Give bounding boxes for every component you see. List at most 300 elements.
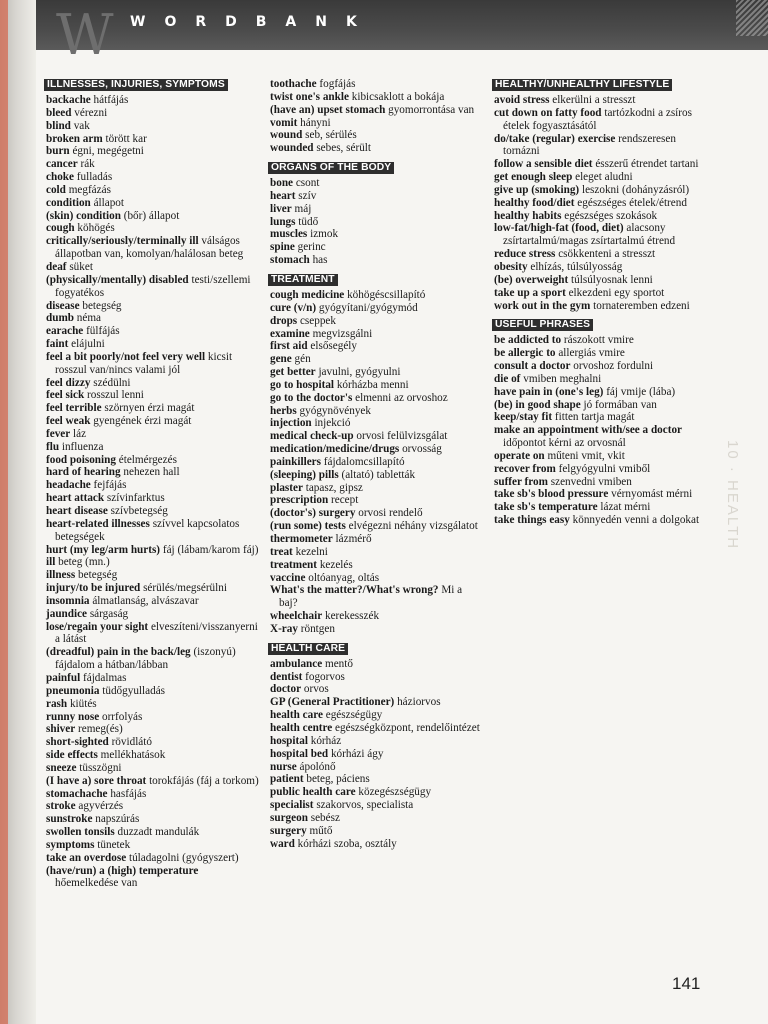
entry-translation: tüsszögni <box>79 761 122 774</box>
entry-term: surgeon <box>270 811 308 824</box>
entry-translation: elvégezni néhány vizsgálatot <box>348 520 478 533</box>
wordbank-entry <box>270 838 480 851</box>
entry-term: backache <box>46 94 91 106</box>
entry-term: sneeze <box>46 761 77 774</box>
entry-translation: könnyedén venni a dolgokat <box>572 514 700 527</box>
entry-term: feel dizzy <box>46 376 91 389</box>
column-2 <box>270 78 480 850</box>
wordbank-entry <box>270 405 480 418</box>
entry-term: critically/seriously/terminally ill <box>46 235 199 248</box>
entry-term: stomach <box>270 254 310 267</box>
entry-term: muscles <box>270 228 308 241</box>
entry-translation: ápolónő <box>299 760 336 773</box>
entry-term: short-sighted <box>46 736 109 749</box>
entry-translation: műteni vmit, vkit <box>547 449 625 462</box>
entry-translation: hátfájás <box>93 94 129 106</box>
entry-translation: megfázás <box>68 183 111 196</box>
entry-translation: szívvel kapcsolatos betegségek <box>55 517 240 543</box>
wordbank-section <box>494 318 708 527</box>
entry-translation: rendszeresen tornázni <box>503 132 676 158</box>
entry-term: shiver <box>46 723 76 736</box>
entry-term: stomachache <box>46 787 108 800</box>
entry-term: drops <box>270 314 298 327</box>
wordbank-entry <box>494 424 708 450</box>
entry-term: feel terrible <box>46 402 102 415</box>
page-number: 141 <box>672 974 701 993</box>
wordbank-entry <box>270 671 480 684</box>
wordbank-entry <box>270 254 480 267</box>
wordbank-entry <box>494 373 708 386</box>
wordbank-entry <box>494 476 708 489</box>
wordbank-entry <box>270 623 480 636</box>
entry-translation: tüdő <box>298 215 319 228</box>
wordbank-entry <box>270 392 480 405</box>
wordbank-entry <box>46 145 260 158</box>
wordbank-entry <box>270 104 480 117</box>
entry-term: public health care <box>270 786 356 799</box>
wordbank-entry <box>46 235 260 261</box>
entry-term: GP (General Practitioner) <box>270 696 395 709</box>
wordbank-entry <box>270 735 480 748</box>
wordbank-section <box>270 78 480 155</box>
entry-translation: izmok <box>310 228 339 241</box>
wordbank-entry <box>46 762 260 775</box>
wordbank-entry <box>46 852 260 865</box>
wordbank-entry <box>270 559 480 572</box>
entry-term: disease <box>46 299 80 312</box>
entry-term: deaf <box>46 260 67 273</box>
wordbank-entry <box>46 569 260 582</box>
entry-translation: szakorvos, specialista <box>316 799 414 812</box>
wordbank-entry <box>270 456 480 469</box>
wordbank-entry <box>46 813 260 826</box>
wordbank-entry <box>270 78 480 91</box>
entry-translation: (altató) tabletták <box>341 468 416 481</box>
wordbank-entry <box>46 261 260 274</box>
chapter-tab: 10 · HEALTH <box>724 440 741 551</box>
wordbank-entry <box>494 184 708 197</box>
entry-translation: szédülni <box>93 376 131 389</box>
entry-translation: orvosi rendelő <box>358 507 423 520</box>
wordbank-entry <box>46 865 260 891</box>
entry-term: medical check-up <box>270 430 354 443</box>
wordbank-entry <box>270 177 480 190</box>
wordbank-entry <box>270 761 480 774</box>
entry-translation: beteg, páciens <box>306 773 370 786</box>
banner-stripe-pattern <box>736 0 768 36</box>
entry-translation: hőemelkedése van <box>55 877 138 890</box>
wordbank-entry <box>46 107 260 120</box>
entry-term: reduce stress <box>494 248 556 261</box>
entry-term: vaccine <box>270 571 306 584</box>
entry-translation: tartózkodni a zsíros ételek fogyasztásától <box>503 106 692 132</box>
wordbank-entry <box>270 825 480 838</box>
entry-term: blind <box>46 119 71 132</box>
entry-term: consult a doctor <box>494 360 571 373</box>
entry-term: gene <box>270 353 292 366</box>
entry-term: obesity <box>494 260 528 273</box>
entry-translation: orvoshoz fordulni <box>573 360 654 373</box>
section-heading: HEALTH CARE <box>268 643 348 655</box>
wordbank-entry <box>494 222 708 248</box>
entry-term: heart attack <box>46 492 105 505</box>
entry-translation: agyvérzés <box>78 800 124 813</box>
entry-term: (have/run) a (high) temperature <box>46 864 199 877</box>
entry-term: bone <box>270 177 294 190</box>
entry-translation: fülfájás <box>86 325 120 338</box>
wordbank-entry <box>494 300 708 313</box>
entry-term: wounded <box>270 142 314 155</box>
wordbank-entry <box>270 443 480 456</box>
entry-term: (run some) tests <box>270 520 346 533</box>
wordbank-entry <box>46 723 260 736</box>
entry-term: keep/stay fit <box>494 411 553 424</box>
entry-term: operate on <box>494 449 545 462</box>
entry-translation: műtő <box>309 824 333 837</box>
entry-translation: süket <box>69 260 93 273</box>
wordbank-entry <box>494 197 708 210</box>
entry-term: flu <box>46 440 60 453</box>
entry-translation: mentő <box>325 657 353 670</box>
wordbank-entry <box>494 248 708 261</box>
entry-term: X-ray <box>270 622 298 635</box>
wordbank-entry <box>494 210 708 223</box>
entry-translation: egészséges szokások <box>564 209 658 222</box>
entry-term: side effects <box>46 749 98 762</box>
entry-term: patient <box>270 773 304 786</box>
entry-translation: lázmérő <box>335 533 372 545</box>
wordbank-entry <box>494 274 708 287</box>
entry-term: take up a sport <box>494 286 566 299</box>
wordbank-entry <box>46 389 260 402</box>
entry-term: (physically/mentally) disabled <box>46 273 189 286</box>
wordbank-entry <box>270 507 480 520</box>
wordbank-entry <box>46 826 260 839</box>
wordbank-entry <box>46 197 260 210</box>
entry-translation: fitten tartja magát <box>554 411 635 424</box>
entry-translation: beteg (mn.) <box>58 556 110 569</box>
entry-term: low-fat/high-fat (food, diet) <box>494 222 624 235</box>
entry-translation: recept <box>331 494 359 507</box>
entry-term: liver <box>270 202 292 215</box>
entry-translation: szörnyen érzi magát <box>104 402 195 415</box>
wordbank-entry <box>270 117 480 130</box>
entry-term: (dreadful) pain in the back/leg <box>46 646 191 659</box>
entry-translation: gyógynövények <box>299 404 371 417</box>
wordbank-entry <box>270 190 480 203</box>
wordbank-entry <box>270 366 480 379</box>
entry-translation: vmiben meghalni <box>523 372 602 385</box>
page-title: WORDBANK <box>130 14 376 30</box>
wordbank-entry <box>270 696 480 709</box>
entry-term: plaster <box>270 481 303 494</box>
wordbank-entry <box>270 315 480 328</box>
wordbank-entry <box>270 289 480 302</box>
entry-term: die of <box>494 372 521 385</box>
wordbank-entry <box>270 546 480 559</box>
entry-term: symptoms <box>46 838 95 851</box>
entry-term: examine <box>270 327 310 340</box>
entry-translation: fájdalmas <box>83 671 127 684</box>
entry-term: health care <box>270 709 323 722</box>
entry-translation: fáj vmije (lába) <box>606 385 676 398</box>
wordbank-entry <box>46 325 260 338</box>
entry-translation: elmenni az orvoshoz <box>355 391 448 404</box>
entry-translation: láz <box>73 427 87 440</box>
entry-translation: hányni <box>300 116 331 129</box>
entry-term: have pain in (one's leg) <box>494 385 604 398</box>
wordbank-entry <box>46 441 260 454</box>
wordbank-entry <box>494 347 708 360</box>
wordbank-entry <box>46 544 260 557</box>
entry-translation: fejfájás <box>93 479 127 492</box>
wordbank-entry <box>46 210 260 223</box>
entry-translation: túlsúlyosnak lenni <box>571 273 653 286</box>
wordbank-entry <box>46 556 260 569</box>
entry-term: specialist <box>270 799 314 812</box>
entry-term: vomit <box>270 116 298 129</box>
wordbank-entry <box>46 685 260 698</box>
entry-term: injection <box>270 417 312 430</box>
entry-term: get better <box>270 366 316 379</box>
wordbank-entry <box>46 120 260 133</box>
entry-translation: elkezdeni egy sportot <box>568 286 665 299</box>
entry-term: painful <box>46 671 81 684</box>
entry-translation: kórházba menni <box>336 378 409 391</box>
wordbank-entry <box>270 610 480 623</box>
entry-translation: időpontot kérni az orvosnál <box>503 437 626 450</box>
entry-translation: sebész <box>310 811 340 824</box>
entry-term: heart disease <box>46 505 108 517</box>
entry-term: medication/medicine/drugs <box>270 443 400 456</box>
entry-term: cough <box>46 222 75 235</box>
wordbank-entry <box>46 492 260 505</box>
entry-translation: szenvedni vmiben <box>550 475 632 488</box>
entry-translation: seb, sérülés <box>305 129 357 142</box>
wordbank-entry <box>46 608 260 621</box>
entry-term: feel weak <box>46 415 91 428</box>
entry-term: make an appointment with/see a doctor <box>494 424 683 437</box>
entry-term: lungs <box>270 215 296 228</box>
wordbank-entry <box>270 494 480 507</box>
wordbank-entry <box>46 158 260 171</box>
column-1 <box>46 78 260 890</box>
wordbank-section <box>494 78 708 312</box>
wordbank-entry <box>270 302 480 315</box>
entry-translation: vérezni <box>74 106 108 119</box>
entry-translation: egészségügy <box>325 709 383 722</box>
entry-translation: csont <box>295 177 320 190</box>
wordbank-entry <box>46 466 260 479</box>
entry-term: go to the doctor's <box>270 391 353 404</box>
wordbank-entry <box>270 340 480 353</box>
entry-term: follow a sensible diet <box>494 158 593 171</box>
wordbank-entry <box>270 773 480 786</box>
entry-term: faint <box>46 338 69 351</box>
wordbank-entry <box>46 698 260 711</box>
wordbank-entry <box>46 711 260 724</box>
wordbank-entry <box>46 505 260 518</box>
entry-term: work out in the gym <box>494 299 591 312</box>
wordbank-entry <box>270 709 480 722</box>
wordbank-entry <box>270 328 480 341</box>
entry-translation: néma <box>76 312 102 325</box>
wordbank-entry <box>494 107 708 133</box>
wordbank-entry <box>46 133 260 146</box>
entry-term: choke <box>46 171 74 184</box>
entry-term: go to hospital <box>270 378 335 391</box>
entry-translation: sárgaság <box>89 607 129 620</box>
entry-translation: rák <box>80 158 95 171</box>
entry-translation: kezelni <box>295 545 328 558</box>
entry-term: What's the matter?/What's wrong? <box>270 584 439 597</box>
wordbank-section <box>270 161 480 267</box>
entry-translation: sebes, sérült <box>316 142 372 155</box>
entry-term: (sleeping) pills <box>270 468 339 481</box>
entry-term: take things easy <box>494 514 570 527</box>
section-heading: HEALTHY/UNHEALTHY LIFESTYLE <box>492 79 672 91</box>
entry-term: injury/to be injured <box>46 582 141 595</box>
wordbank-entry <box>270 748 480 761</box>
entry-translation: tapasz, gipsz <box>305 481 363 494</box>
wordbank-entry <box>270 129 480 142</box>
entry-translation: fulladás <box>76 171 113 184</box>
entry-term: be addicted to <box>494 334 562 347</box>
entry-translation: oltóanyag, oltás <box>308 571 380 584</box>
entry-term: be allergic to <box>494 347 556 360</box>
wordbank-section <box>46 78 260 890</box>
wordbank-entry <box>46 775 260 788</box>
entry-term: bleed <box>46 106 72 119</box>
entry-translation: rosszul lenni <box>87 389 144 402</box>
wordbank-entry <box>46 518 260 544</box>
entry-term: give up (smoking) <box>494 183 580 196</box>
wordbank-entry <box>270 533 480 546</box>
entry-term: ambulance <box>270 657 323 670</box>
entry-term: (doctor's) surgery <box>270 507 356 520</box>
wordbank-entry <box>270 683 480 696</box>
entry-translation: túladagolni (gyógyszert) <box>128 851 239 864</box>
entry-term: food poisoning <box>46 453 116 466</box>
wordbank-entry <box>46 672 260 685</box>
entry-term: treatment <box>270 558 318 571</box>
entry-term: take sb's temperature <box>494 501 598 514</box>
entry-translation: gyógyítani/gyógymód <box>318 301 418 314</box>
wordbank-entry <box>270 469 480 482</box>
entry-term: twist one's ankle <box>270 90 349 103</box>
entry-translation: elkerülni a stresszt <box>552 94 636 106</box>
entry-translation: fájdalomcsillapító <box>323 455 405 468</box>
entry-translation: orvos <box>303 683 329 696</box>
wordbank-entry <box>270 142 480 155</box>
entry-translation: betegség <box>78 569 118 582</box>
entry-term: sunstroke <box>46 813 93 826</box>
entry-term: (skin) condition <box>46 209 121 222</box>
wordbank-entry <box>270 353 480 366</box>
wordbank-entry <box>270 417 480 430</box>
entry-term: recover from <box>494 462 556 475</box>
wordbank-entry <box>270 379 480 392</box>
wordbank-entry <box>46 479 260 492</box>
entry-term: doctor <box>270 683 302 696</box>
entry-translation: tornateremben edzeni <box>593 299 690 312</box>
section-heading: ORGANS OF THE BODY <box>268 162 394 174</box>
entry-term: (be) overweight <box>494 273 569 286</box>
entry-translation: (bőr) állapot <box>123 209 180 222</box>
entry-translation: sérülés/megsérülni <box>143 582 227 595</box>
section-heading: USEFUL PHRASES <box>492 319 593 331</box>
wordbank-entry <box>494 287 708 300</box>
entry-translation: kibicsaklott a bokája <box>351 90 445 103</box>
wordbank-entry <box>270 216 480 229</box>
entry-term: thermometer <box>270 533 333 545</box>
section-heading: TREATMENT <box>268 274 338 286</box>
entry-term: rash <box>46 697 68 710</box>
entry-translation: szív <box>298 189 317 202</box>
wordbank-entry <box>494 514 708 527</box>
entry-translation: kórházi szoba, osztály <box>297 837 397 850</box>
entry-translation: álmatlanság, alvászavar <box>92 594 199 607</box>
wordbank-entry <box>46 274 260 300</box>
entry-translation: jó formában van <box>583 398 657 411</box>
entry-term: get enough sleep <box>494 171 573 184</box>
entry-term: (I have a) sore throat <box>46 774 147 787</box>
entry-term: healthy food/diet <box>494 196 575 209</box>
wordbank-entry <box>270 430 480 443</box>
entry-translation: egészséges ételek/étrend <box>577 196 687 209</box>
wordbank-entry <box>494 386 708 399</box>
entry-translation: égni, megégetni <box>72 145 144 158</box>
wordbank-entry <box>494 411 708 424</box>
wordbank-entry <box>270 658 480 671</box>
entry-term: feel sick <box>46 389 85 402</box>
entry-term: condition <box>46 196 91 209</box>
entry-term: hospital <box>270 734 308 747</box>
entry-translation: közegészségügy <box>358 786 432 799</box>
wordbank-entry <box>494 450 708 463</box>
entry-translation: felgyógyulni vmiből <box>558 462 651 475</box>
entry-term: do/take (regular) exercise <box>494 132 616 145</box>
entry-term: fever <box>46 427 71 440</box>
wordbank-entry <box>46 171 260 184</box>
entry-term: (be) in good shape <box>494 398 581 411</box>
wordbank-entry <box>494 334 708 347</box>
entry-translation: gén <box>294 353 311 366</box>
entry-translation: máj <box>294 202 312 215</box>
wordbank-entry <box>46 428 260 441</box>
entry-translation: csökkenteni a stresszt <box>558 248 656 261</box>
entry-term: (have an) upset stomach <box>270 103 386 116</box>
wordbank-entry <box>46 351 260 377</box>
wordbank-entry <box>270 722 480 735</box>
entry-translation: elsősegély <box>310 340 358 353</box>
entry-translation: vérnyomást mérni <box>611 488 693 501</box>
spine-edge-strip <box>0 0 8 1024</box>
entry-translation: tünetek <box>97 838 131 851</box>
entry-term: insomnia <box>46 594 90 607</box>
wordbank-entry <box>494 158 708 171</box>
entry-translation: köhögéscsillapító <box>347 288 426 301</box>
entry-translation: gerinc <box>297 241 326 254</box>
entry-translation: tüdőgyulladás <box>102 684 166 697</box>
section-heading: ILLNESSES, INJURIES, SYMPTOMS <box>44 79 228 91</box>
entry-term: hurt (my leg/arm hurts) <box>46 543 161 556</box>
wordbank-section <box>270 273 480 636</box>
banner-initial: W <box>56 3 114 68</box>
entry-term: pneumonia <box>46 684 100 697</box>
entry-translation: kórházi ágy <box>330 747 384 760</box>
entry-term: take sb's blood pressure <box>494 488 609 501</box>
